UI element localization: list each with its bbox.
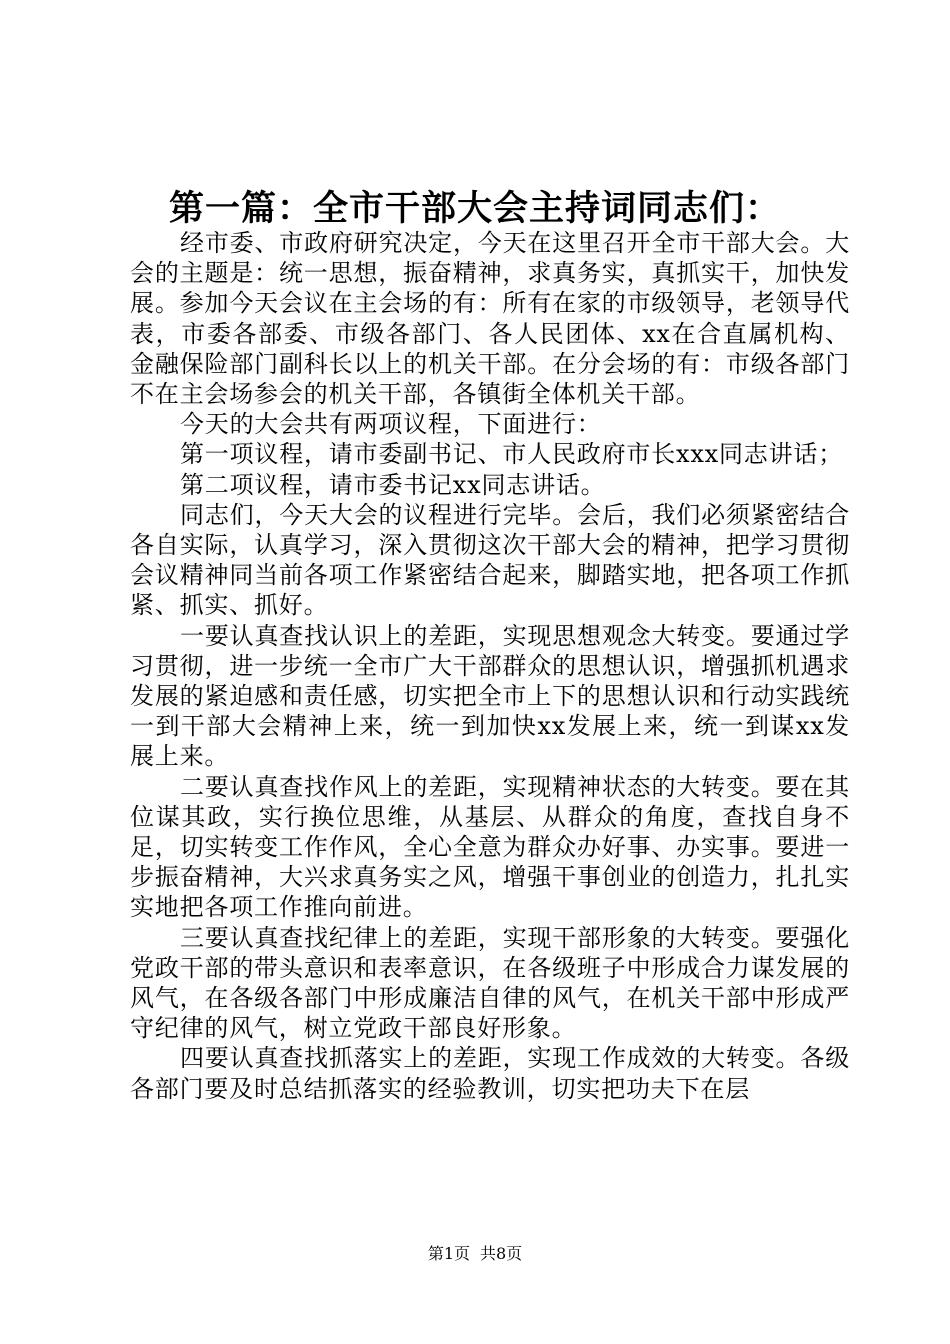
paragraph-agenda-intro: 今天的大会共有两项议程，下面进行： bbox=[180, 410, 602, 439]
paragraph-point-2: 二要认真查找作风上的差距，实现精神状态的大转变。要在其位谋其政，实行换位思维，从基层、从群众的角度，查找自身不足，切实转变工作作风，全心全意为群众办好事、办实事。要进一步振奋精神，大兴求真务实之风，增强干事创业的创造力，扎扎实实地把各项工作推向前进。 bbox=[130, 772, 850, 922]
paragraph-agenda-item-1: 第一项议程，请市委副书记、市人民政府市长xxx同志讲话； bbox=[180, 440, 844, 469]
paragraph-closing: 同志们，今天大会的议程进行完毕。会后，我们必须紧密结合各自实际，认真学习，深入贯彻这次干部大会的精神，把学习贯彻会议精神同当前各项工作紧密结合起来，脚踏实地，把各项工作抓紧、抓实、抓好。 bbox=[130, 500, 850, 620]
paragraph-point-3: 三要认真查找纪律上的差距，实现干部形象的大转变。要强化党政干部的带头意识和表率意识，在各级班子中形成合力谋发展的风气，在各级各部门中形成廉洁自律的风气，在机关干部中形成严守纪律的风气，树立党政干部良好形象。 bbox=[130, 923, 850, 1043]
document-body bbox=[130, 228, 850, 1104]
page-number: 第1页 bbox=[427, 1244, 470, 1263]
paragraph-meeting-intro: 经市委、市政府研究决定，今天在这里召开全市干部大会。大会的主题是：统一思想，振奋精神，求真务实，真抓实干，加快发展。参加今天会议在主会场的有：所有在家的市级领导，老领导代表，市委各部委、市级各部门、各人民团体、xx在合直属机构、金融保险部门副科长以上的机关干部。在分会场的有：市级各部门不在主会场参会的机关干部，各镇街全体机关干部。 bbox=[130, 229, 850, 409]
page-total: 共8页 bbox=[480, 1244, 523, 1263]
page-footer bbox=[0, 1243, 950, 1265]
paragraph-point-1: 一要认真查找认识上的差距，实现思想观念大转变。要通过学习贯彻，进一步统一全市广大干部群众的思想认识，增强抓机遇求发展的紧迫感和责任感，切实把全市上下的思想认识和行动实践统一到干部大会精神上来，统一到加快xx发展上来，统一到谋xx发展上来。 bbox=[130, 621, 850, 771]
paragraph-point-4: 四要认真查找抓落实上的差距，实现工作成效的大转变。各级各部门要及时总结抓落实的经验教训，切实把功夫下在层 bbox=[130, 1044, 850, 1103]
paragraph-agenda-item-2: 第二项议程，请市委书记xx同志讲话。 bbox=[180, 470, 606, 499]
document-title: 第一篇：全市干部大会主持词同志们： bbox=[168, 188, 781, 229]
